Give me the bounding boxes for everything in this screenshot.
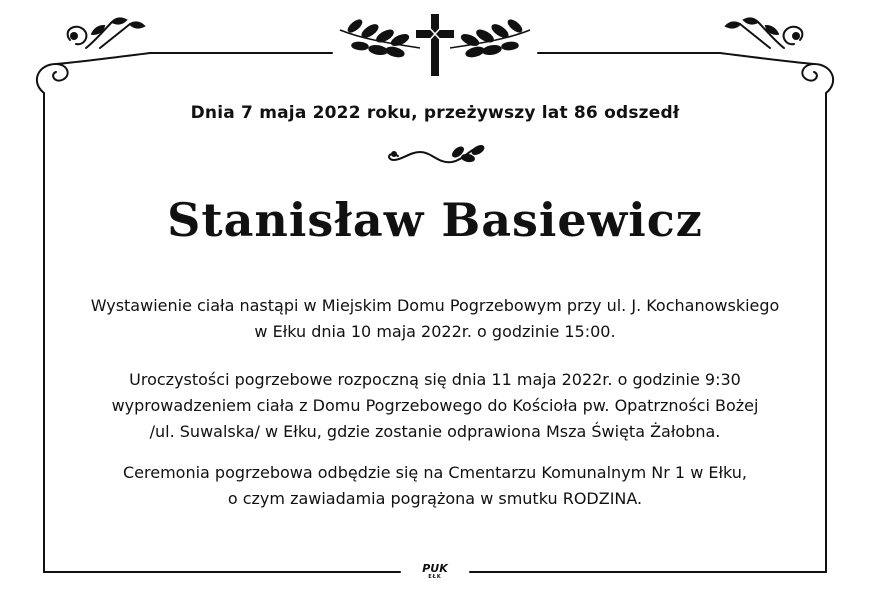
burial-info-paragraph (45, 460, 825, 512)
flourish-icon (389, 144, 485, 162)
puk-logo (414, 563, 456, 580)
scroll-ornament-icon (37, 18, 150, 93)
logo-sub-text: EŁK (428, 574, 442, 580)
laurel-icon (450, 18, 530, 58)
paragraph-line: Ceremonia pogrzebowa odbędzie się na Cmentarzu Komunalnym Nr 1 w Ełku, (122, 463, 748, 482)
paragraph-line: o czym zawiadamia pogrążona w smutku RODZINA. (227, 489, 643, 508)
deceased-name: Stanisław Basiewicz (167, 193, 703, 247)
paragraph-line: wyprowadzeniem ciała z Domu Pogrzebowego do Kościoła pw. Opatrzności Bożej (111, 396, 759, 415)
paragraph-line: Uroczystości pogrzebowe rozpoczną się dnia 11 maja 2022r. o godzinie 9:30 (129, 370, 741, 389)
paragraph-line: Wystawienie ciała nastąpi w Miejskim Domu Pogrzebowym przy ul. J. Kochanowskiego (90, 296, 780, 315)
viewing-info-paragraph (45, 293, 825, 345)
paragraph-line: w Ełku dnia 10 maja 2022r. o godzinie 15:00. (254, 322, 616, 341)
ceremony-info-paragraph (45, 367, 825, 445)
logo-main-text: PUK (422, 562, 448, 575)
laurel-icon (340, 18, 420, 58)
paragraph-line: /ul. Suwalska/ w Ełku, gdzie zostanie odprawiona Msza Święta Żałobna. (149, 422, 721, 441)
death-announcement-intro: Dnia 7 maja 2022 roku, przeżywszy lat 86 odszedł (190, 103, 680, 123)
cross-icon (416, 14, 454, 76)
scroll-ornament-icon (720, 18, 833, 93)
